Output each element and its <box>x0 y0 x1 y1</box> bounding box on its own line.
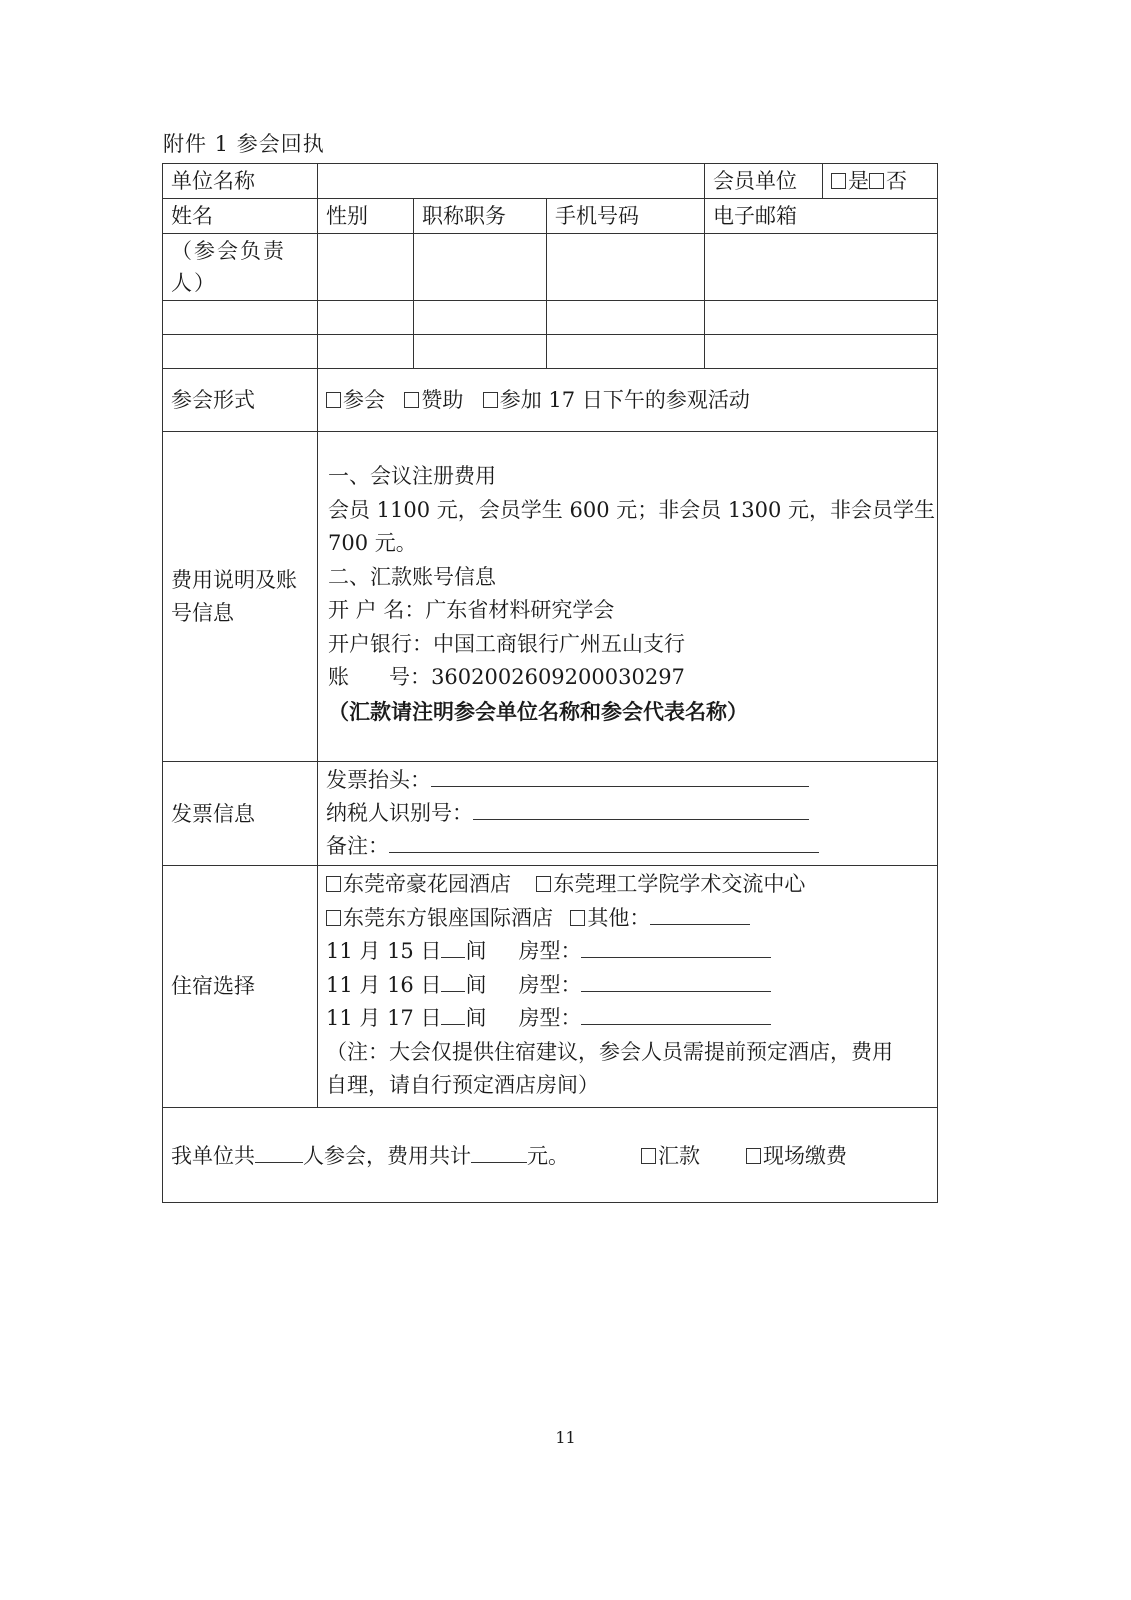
attendee-3-email[interactable] <box>705 335 938 369</box>
remark-input[interactable] <box>389 830 819 853</box>
hotel-3-label: 东莞东方银座国际酒店 <box>343 905 553 930</box>
member-unit-label: 会员单位 <box>705 164 823 199</box>
invoice-title-label: 发票抬头： <box>326 768 431 792</box>
fees-label: 费用说明及账号信息 <box>163 432 318 762</box>
invoice-label: 发票信息 <box>163 762 318 866</box>
night-16-room-type-label: 房型： <box>518 972 582 997</box>
tax-id-label: 纳税人识别号： <box>326 801 473 825</box>
night-17-room-type-label: 房型： <box>518 1006 582 1030</box>
participation-options <box>318 369 938 432</box>
account-number-label: 账 号： <box>328 665 432 689</box>
night-17-unit: 间 <box>465 1006 487 1030</box>
night-17-date: 11 月 17 日 <box>326 1006 442 1030</box>
attendee-2-gender[interactable] <box>318 301 414 335</box>
account-name-row <box>328 594 929 628</box>
attendee-1-phone[interactable] <box>547 234 705 301</box>
sponsor-checkbox[interactable] <box>404 392 419 408</box>
hotel-3-checkbox[interactable] <box>326 910 341 926</box>
night-row-16 <box>326 969 929 1003</box>
bank-label: 开户银行： <box>328 631 433 656</box>
fees-line-1: 会员 1100 元，会员学生 600 元；非会员 1300 元，非会员学生 <box>328 497 936 522</box>
col-phone: 手机号码 <box>547 199 705 234</box>
attendee-3-title[interactable] <box>414 335 547 369</box>
night-17-rooms-input[interactable] <box>441 1002 465 1025</box>
hotel-1-label: 东莞帝豪花园酒店 <box>343 872 511 896</box>
fees-heading-account: 二、汇款账号信息 <box>328 564 496 589</box>
night-15-date: 11 月 15 日 <box>326 939 442 963</box>
invoice-title-input[interactable] <box>431 764 809 787</box>
night-17-room-type-input[interactable] <box>581 1002 771 1025</box>
other-hotel-checkbox[interactable] <box>570 910 585 926</box>
lead-person-note: （参会负责人） <box>163 234 318 301</box>
night-16-unit: 间 <box>465 972 487 997</box>
summary-yuan: 元。 <box>527 1143 569 1168</box>
attendee-2-name[interactable] <box>163 301 318 335</box>
participation-label: 参会形式 <box>163 369 318 432</box>
unit-name-label: 单位名称 <box>163 164 318 199</box>
summary-row <box>163 1107 938 1202</box>
onsite-payment-label: 现场缴费 <box>763 1143 847 1168</box>
other-hotel-input[interactable] <box>650 902 750 925</box>
fees-line-2: 700 元。 <box>328 531 417 555</box>
attendee-2-title[interactable] <box>414 301 547 335</box>
night-row-15 <box>326 935 929 969</box>
member-yes-label: 是 <box>848 169 870 193</box>
night-15-unit: 间 <box>465 939 487 963</box>
lodging-note-2: 自理，请自行预定酒店房间） <box>326 1073 599 1097</box>
bank-value: 中国工商银行广州五山支行 <box>433 631 685 656</box>
visit-checkbox[interactable] <box>483 392 498 408</box>
night-row-17 <box>326 1002 929 1036</box>
account-name-value: 广东省材料研究学会 <box>425 598 615 622</box>
night-15-room-type-input[interactable] <box>581 935 771 958</box>
summary-prefix: 我单位共 <box>171 1143 255 1168</box>
onsite-payment-checkbox[interactable] <box>746 1148 761 1164</box>
hotel-2-checkbox[interactable] <box>536 876 551 892</box>
attendee-3-phone[interactable] <box>547 335 705 369</box>
member-no-checkbox[interactable] <box>869 173 884 189</box>
hotel-2-label: 东莞理工学院学术交流中心 <box>553 872 806 896</box>
remit-checkbox[interactable] <box>641 1148 656 1164</box>
member-no-label: 否 <box>886 169 908 193</box>
people-count-input[interactable] <box>255 1140 303 1163</box>
account-name-label: 开 户 名： <box>328 598 426 622</box>
night-16-date: 11 月 16 日 <box>326 972 442 997</box>
fees-heading-registration: 一、会议注册费用 <box>328 464 496 488</box>
night-16-room-type-input[interactable] <box>581 969 771 992</box>
lodging-note-1: （注：大会仅提供住宿建议，参会人员需提前预定酒店，费用 <box>326 1039 893 1064</box>
attendee-1-title[interactable] <box>414 234 547 301</box>
member-yes-checkbox[interactable] <box>831 173 846 189</box>
hotel-1-checkbox[interactable] <box>326 876 341 892</box>
col-email: 电子邮箱 <box>705 199 938 234</box>
sponsor-label: 赞助 <box>421 388 464 412</box>
bank-row <box>328 628 929 662</box>
remit-label: 汇款 <box>658 1143 700 1168</box>
fees-info <box>318 432 938 762</box>
night-15-room-type-label: 房型： <box>518 939 582 963</box>
remark-label: 备注： <box>326 834 389 858</box>
attend-label: 参会 <box>343 388 385 412</box>
document-title: 附件 1 参会回执 <box>163 132 325 156</box>
attendee-1-gender[interactable] <box>318 234 414 301</box>
col-gender: 性别 <box>318 199 414 234</box>
attendee-2-email[interactable] <box>705 301 938 335</box>
account-number-row <box>328 661 929 695</box>
page-number: 11 <box>555 1428 576 1447</box>
unit-name-field[interactable] <box>318 164 705 199</box>
visit-label: 参加 17 日下午的参观活动 <box>499 388 750 412</box>
invoice-fields <box>318 762 938 866</box>
night-16-rooms-input[interactable] <box>441 969 465 992</box>
summary-people: 人参会，费用共计 <box>303 1143 471 1168</box>
col-title-post: 职称职务 <box>414 199 547 234</box>
attendee-3-name[interactable] <box>163 335 318 369</box>
attendee-1-email[interactable] <box>705 234 938 301</box>
attendee-3-gender[interactable] <box>318 335 414 369</box>
member-unit-choice <box>823 164 938 199</box>
tax-id-input[interactable] <box>473 797 809 820</box>
registration-form <box>162 163 937 1203</box>
lodging-label: 住宿选择 <box>163 866 318 1108</box>
total-fee-input[interactable] <box>471 1140 527 1163</box>
attendee-2-phone[interactable] <box>547 301 705 335</box>
account-number-value: 3602002609200030297 <box>431 665 685 689</box>
night-15-rooms-input[interactable] <box>441 935 465 958</box>
other-hotel-label: 其他： <box>587 905 651 930</box>
remittance-note: （汇款请注明参会单位名称和参会代表名称） <box>328 698 748 724</box>
col-name: 姓名 <box>163 199 318 234</box>
lodging-options <box>318 866 938 1108</box>
attend-checkbox[interactable] <box>326 392 341 408</box>
